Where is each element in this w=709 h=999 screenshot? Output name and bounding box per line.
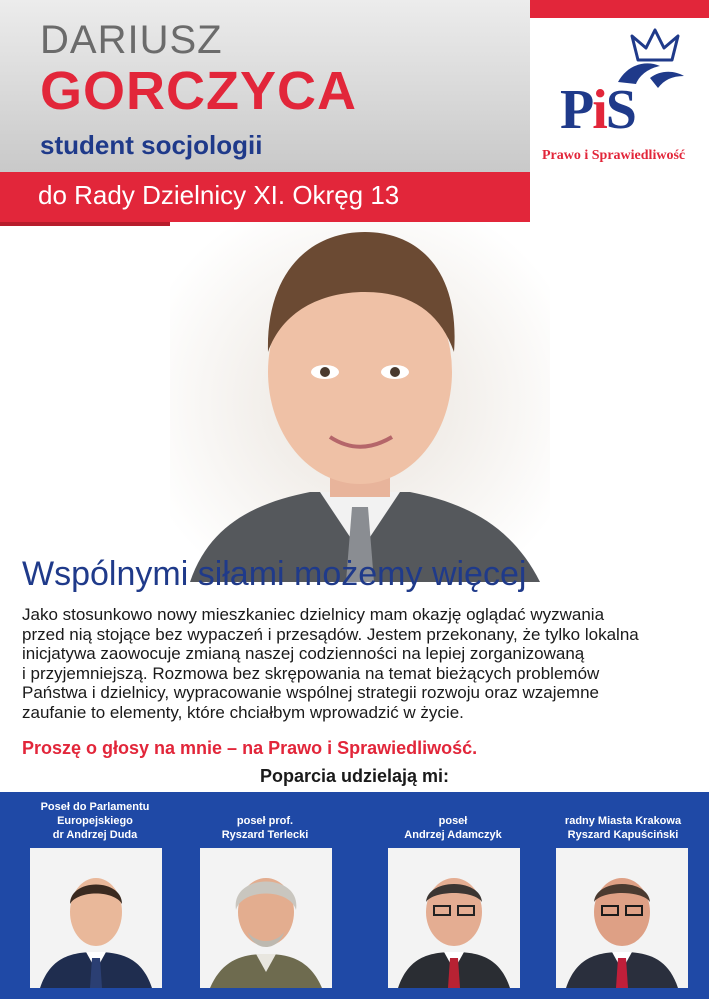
supporter-name: dr Andrzej Duda [52,829,138,841]
logo-top-bar [530,0,709,18]
party-full-name: Prawo i Sprawiedliwość [542,148,686,163]
candidate-first-name: DARIUSZ [40,18,223,62]
candidate-occupation: student socjologii [40,130,263,160]
supporter-label-duda [20,800,170,842]
supporter-label-adamczyk [378,814,528,842]
body-line: Jako stosunkowo nowy mieszkaniec dzielnicy mam okazję oglądać wyzwania [22,605,605,624]
body-line: przed nią stojące bez wypaczeń i przesądów. Jestem przekonany, że tylko lokalna [22,624,639,644]
support-heading: Poparcia udzielają mi: [259,766,450,786]
supporter-label-kapuscinski [548,814,698,842]
body-paragraph [22,605,692,722]
supporter-title: Poseł do Parlamentu [40,801,150,813]
supporter-title: poseł prof. [236,815,294,827]
supporter-photo-adamczyk [388,848,520,988]
supporter-title: poseł [438,815,468,827]
supporter-name: Ryszard Terlecki [221,829,309,841]
candidate-last-name: GORCZYCA [40,61,357,121]
vote-appeal: Proszę o głosy na mnie – na Prawo i Sprawiedliwość. [22,738,478,758]
supporter-title: radny Miasta Krakowa [564,815,682,827]
supporter-photo-kapuscinski [556,848,688,988]
slogan: Wspólnymi siłami możemy więcej [22,555,527,593]
body-line: Państwa i dzielnicy, wypracowanie wspólnej strategii rozwoju oraz wzajemne [22,683,599,702]
body-line: inicjatywa zaowocuje zmianą naszej codzienności na lepiej zorganizowaną [22,644,585,663]
supporter-name: Andrzej Adamczyk [404,829,502,841]
body-line: i przyjemniejszą. Rozmowa bez skrępowania na temat bieżących problemów [22,663,600,683]
supporter-photo-duda [30,848,162,988]
supporter-name: Ryszard Kapuściński [567,829,679,841]
candidate-photo [170,222,550,582]
supporter-photo-terlecki [200,848,332,988]
candidate-district: do Rady Dzielnicy XI. Okręg 13 [38,180,400,210]
supporters-panel [0,792,709,999]
party-logo-letters: PiS [560,79,635,141]
body-line: zaufanie to elementy, które chciałbym wprowadzić w życie. [22,702,464,722]
supporter-label-terlecki [190,814,340,842]
supporter-title: Europejskiego [57,815,133,827]
party-logo [530,18,709,193]
